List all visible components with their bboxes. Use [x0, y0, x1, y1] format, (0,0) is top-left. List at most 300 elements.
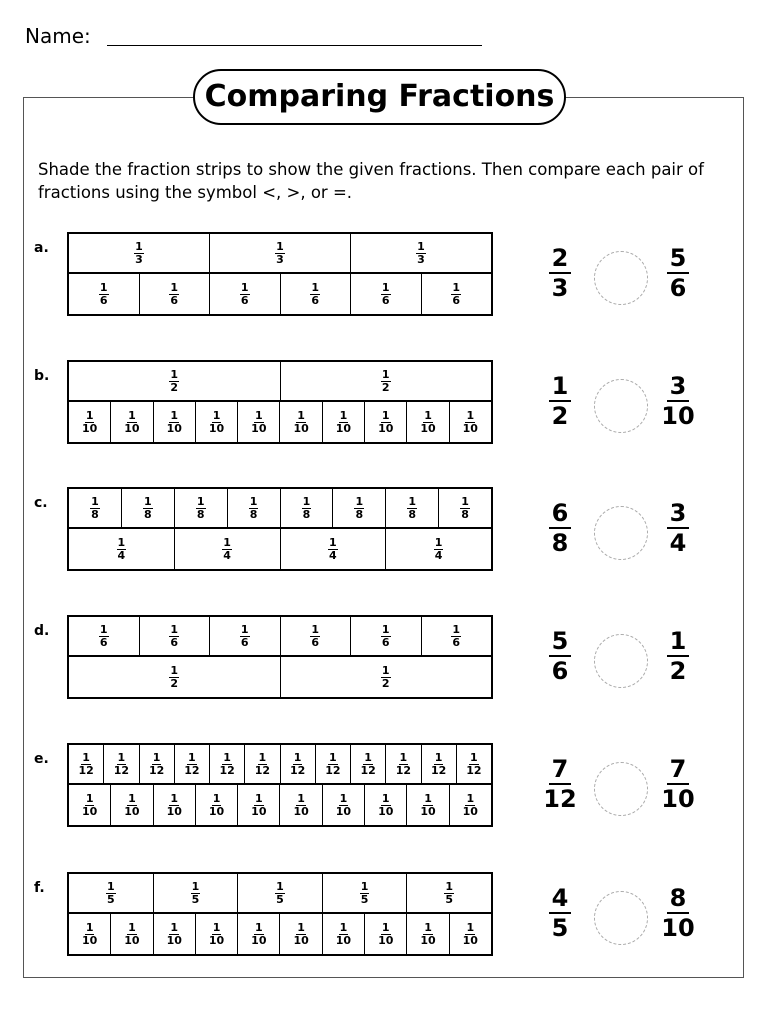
fraction: [90, 496, 100, 521]
numerator: 1: [85, 791, 94, 805]
numerator: 3: [667, 499, 690, 529]
numerator: 1: [434, 535, 443, 549]
denominator: 10: [462, 933, 478, 947]
strip-cell[interactable]: [228, 489, 281, 527]
denominator: 2: [381, 676, 390, 690]
denominator: 10: [293, 933, 309, 947]
strip-cell[interactable]: [175, 529, 281, 569]
fraction: [378, 793, 393, 818]
strip-cell[interactable]: [175, 745, 210, 783]
fraction: [466, 752, 481, 777]
denominator: 6: [240, 293, 249, 307]
fraction: [336, 410, 351, 435]
numerator: 1: [311, 622, 320, 636]
denominator: 12: [289, 763, 306, 777]
denominator: 10: [661, 785, 695, 813]
fraction-strip-bottom: [67, 402, 493, 444]
numerator: 1: [381, 791, 390, 805]
numerator: 7: [667, 755, 690, 785]
strip-cell[interactable]: [323, 785, 365, 825]
numerator: 1: [128, 408, 136, 422]
denominator: 2: [381, 380, 390, 394]
numerator: 1: [128, 791, 136, 805]
strip-cell[interactable]: [439, 489, 491, 527]
fraction-strip-bottom: [67, 785, 493, 827]
denominator: 12: [360, 763, 376, 777]
numerator: 1: [170, 408, 179, 422]
numerator: 1: [381, 920, 390, 934]
denominator: 10: [251, 421, 267, 435]
denominator: 6: [452, 293, 461, 307]
denominator: 5: [191, 892, 200, 906]
strip-cell[interactable]: [351, 617, 422, 655]
denominator: 6: [170, 293, 179, 307]
problem-label: b.: [34, 368, 50, 384]
fraction-strip-top: [67, 743, 493, 785]
strip-cell[interactable]: [407, 914, 449, 954]
denominator: 12: [148, 763, 165, 777]
numerator: 1: [381, 280, 390, 294]
answer-circle[interactable]: [594, 251, 648, 305]
fraction: [310, 624, 320, 649]
numerator: 1: [452, 622, 461, 636]
numerator: 1: [82, 750, 90, 764]
denominator: 8: [143, 507, 152, 521]
fraction-strip-bottom: [67, 914, 493, 956]
denominator: 2: [170, 676, 179, 690]
denominator: 10: [208, 933, 225, 947]
problem-label: a.: [34, 240, 49, 256]
fraction: [251, 793, 266, 818]
denominator: 10: [378, 804, 394, 818]
fraction-strip-top: [67, 360, 493, 402]
numerator: 1: [106, 879, 115, 893]
strip-cell[interactable]: [69, 874, 154, 912]
strip-cell[interactable]: [280, 785, 322, 825]
strip-cell[interactable]: [69, 489, 122, 527]
denominator: 10: [420, 933, 436, 947]
fraction: [407, 496, 417, 521]
fraction: [209, 410, 224, 435]
strip-cell[interactable]: [450, 785, 491, 825]
strip-cell[interactable]: [281, 489, 334, 527]
comparison: [540, 627, 710, 697]
strip-cell[interactable]: [450, 402, 491, 442]
strip-cell[interactable]: [69, 274, 140, 314]
strip-cell[interactable]: [457, 745, 491, 783]
comparison: [540, 372, 710, 442]
strip-cell[interactable]: [140, 745, 175, 783]
fraction: [149, 752, 164, 777]
answer-circle[interactable]: [594, 762, 648, 816]
fraction: [451, 624, 461, 649]
strip-cell[interactable]: [111, 914, 153, 954]
denominator: 10: [251, 804, 267, 818]
strip-cell[interactable]: [69, 529, 175, 569]
fraction: [293, 793, 308, 818]
denominator: 4: [669, 529, 687, 557]
denominator: 6: [381, 293, 390, 307]
strip-cell[interactable]: [210, 274, 281, 314]
fraction: [381, 624, 391, 649]
denominator: 12: [78, 763, 94, 777]
numerator: 1: [297, 408, 305, 422]
strip-cell[interactable]: [323, 402, 365, 442]
comparison: [540, 755, 710, 825]
fraction: [460, 496, 470, 521]
denominator: 10: [378, 421, 394, 435]
numerator: 1: [143, 494, 152, 508]
fraction: [396, 752, 411, 777]
strip-cell[interactable]: [386, 529, 491, 569]
page-title: Comparing Fractions: [193, 69, 566, 125]
strip-cell[interactable]: [196, 914, 238, 954]
strip-cell[interactable]: [69, 657, 281, 697]
strip-cell[interactable]: [238, 402, 280, 442]
fraction: [275, 241, 285, 266]
fraction: [99, 624, 109, 649]
denominator: 4: [117, 548, 126, 562]
strip-cell[interactable]: [122, 489, 175, 527]
numerator: 1: [445, 879, 453, 893]
fraction: [420, 793, 435, 818]
strip-cell[interactable]: [422, 617, 492, 655]
numerator: 7: [549, 755, 572, 785]
denominator: 8: [302, 507, 311, 521]
strip-cell[interactable]: [407, 874, 491, 912]
denominator: 10: [166, 933, 182, 947]
strip-cell[interactable]: [281, 617, 352, 655]
comparison: [540, 499, 710, 569]
denominator: 10: [335, 421, 352, 435]
strip-cell[interactable]: [69, 234, 210, 272]
fraction: [451, 282, 461, 307]
strip-cell[interactable]: [69, 362, 281, 400]
fraction: [251, 922, 266, 947]
strip-cell[interactable]: [140, 617, 211, 655]
numerator: 1: [223, 535, 231, 549]
fraction: [381, 665, 391, 690]
strip-cell[interactable]: [154, 402, 196, 442]
fraction-strips: [67, 232, 493, 316]
denominator: 5: [360, 892, 369, 906]
numerator: 1: [212, 791, 221, 805]
denominator: 12: [466, 763, 482, 777]
fraction: [117, 537, 127, 562]
strip-cell[interactable]: [351, 274, 422, 314]
strip-cell[interactable]: [280, 914, 322, 954]
numerator: 1: [424, 791, 432, 805]
strip-cell[interactable]: [386, 489, 439, 527]
strip-cell[interactable]: [196, 785, 238, 825]
denominator: 8: [408, 507, 417, 521]
strip-cell[interactable]: [104, 745, 139, 783]
fraction: [354, 496, 364, 521]
fraction: [255, 752, 270, 777]
denominator: 12: [184, 763, 200, 777]
strip-cell[interactable]: [365, 785, 407, 825]
denominator: 12: [219, 763, 235, 777]
denominator: 10: [81, 933, 98, 947]
denominator: 5: [445, 892, 453, 906]
denominator: 6: [311, 635, 320, 649]
numerator: 1: [339, 920, 348, 934]
strip-cell[interactable]: [407, 785, 449, 825]
numerator: 1: [152, 750, 161, 764]
left-fraction: [540, 499, 580, 557]
answer-circle[interactable]: [594, 891, 648, 945]
denominator: 4: [223, 548, 231, 562]
numerator: 2: [549, 244, 572, 274]
strip-cell[interactable]: [210, 234, 351, 272]
strip-cell[interactable]: [280, 402, 322, 442]
fraction-strips: [67, 615, 493, 699]
fraction-strip-top: [67, 615, 493, 657]
fraction: [222, 537, 232, 562]
fraction: [82, 922, 97, 947]
fraction: [325, 752, 340, 777]
strip-cell[interactable]: [281, 274, 352, 314]
fraction: [114, 752, 129, 777]
fraction: [444, 881, 454, 906]
denominator: 6: [669, 274, 687, 302]
numerator: 1: [466, 408, 475, 422]
numerator: 1: [135, 239, 143, 253]
fraction-strip-top: [67, 872, 493, 914]
denominator: 10: [335, 933, 352, 947]
numerator: 1: [339, 791, 348, 805]
denominator: 10: [166, 421, 182, 435]
numerator: 1: [117, 535, 126, 549]
fraction: [328, 537, 338, 562]
strip-cell[interactable]: [111, 785, 153, 825]
denominator: 10: [293, 804, 309, 818]
fraction-strip-top: [67, 487, 493, 529]
fraction: [275, 881, 285, 906]
right-fraction: [658, 884, 698, 942]
denominator: 10: [420, 804, 436, 818]
strip-cell[interactable]: [69, 402, 111, 442]
strip-cell[interactable]: [333, 489, 386, 527]
strip-cell[interactable]: [422, 745, 457, 783]
numerator: 1: [258, 750, 267, 764]
strip-cell[interactable]: [69, 745, 104, 783]
denominator: 3: [551, 274, 569, 302]
right-fraction: [658, 372, 698, 430]
denominator: 6: [99, 293, 108, 307]
right-fraction: [658, 755, 698, 813]
numerator: 1: [329, 750, 337, 764]
numerator: 1: [255, 408, 263, 422]
fraction: [78, 752, 93, 777]
numerator: 1: [249, 494, 258, 508]
fraction-strips: [67, 743, 493, 827]
strip-cell[interactable]: [323, 914, 365, 954]
left-fraction: [540, 372, 580, 430]
numerator: 1: [212, 920, 221, 934]
strip-cell[interactable]: [69, 617, 140, 655]
numerator: 1: [424, 408, 432, 422]
right-fraction: [658, 627, 698, 685]
strip-cell[interactable]: [175, 489, 228, 527]
strip-cell[interactable]: [365, 402, 407, 442]
right-fraction: [658, 499, 698, 557]
denominator: 2: [551, 402, 569, 430]
numerator: 1: [212, 408, 221, 422]
answer-circle[interactable]: [594, 506, 648, 560]
fraction: [240, 624, 250, 649]
strip-cell[interactable]: [386, 745, 421, 783]
instructions: Shade the fraction strips to show the given fractions. Then compare each pair of fractions using the symbol <, >, or =.: [38, 160, 704, 202]
numerator: 1: [276, 879, 284, 893]
fraction: [302, 496, 312, 521]
fraction: [420, 410, 435, 435]
fraction: [209, 922, 224, 947]
fraction: [381, 369, 391, 394]
strip-cell[interactable]: [210, 745, 245, 783]
numerator: 1: [99, 622, 108, 636]
answer-circle[interactable]: [594, 634, 648, 688]
fraction-strip-top: [67, 232, 493, 274]
strip-cell[interactable]: [210, 617, 281, 655]
strip-cell[interactable]: [69, 914, 111, 954]
denominator: 5: [551, 914, 569, 942]
fraction: [169, 282, 179, 307]
denominator: 10: [293, 421, 309, 435]
fraction: [167, 410, 182, 435]
strip-cell[interactable]: [351, 745, 386, 783]
denominator: 8: [91, 507, 99, 521]
name-line[interactable]: [107, 45, 482, 46]
denominator: 8: [355, 507, 364, 521]
strip-cell[interactable]: [281, 657, 492, 697]
numerator: 8: [667, 884, 690, 914]
numerator: 5: [549, 627, 572, 657]
left-fraction: [540, 627, 580, 685]
numerator: 1: [408, 494, 417, 508]
strip-cell[interactable]: [422, 274, 492, 314]
fraction: [124, 793, 139, 818]
strip-cell[interactable]: [238, 785, 280, 825]
strip-cell[interactable]: [351, 234, 491, 272]
fraction: [378, 922, 393, 947]
comparison: [540, 884, 710, 954]
denominator: 3: [135, 252, 143, 266]
numerator: 1: [466, 920, 475, 934]
fraction: [290, 752, 305, 777]
numerator: 4: [549, 884, 572, 914]
fraction: [124, 410, 139, 435]
strip-cell[interactable]: [154, 874, 239, 912]
answer-circle[interactable]: [594, 379, 648, 433]
strip-cell[interactable]: [365, 914, 407, 954]
strip-cell[interactable]: [69, 785, 111, 825]
denominator: 6: [551, 657, 569, 685]
fraction-strip-bottom: [67, 529, 493, 571]
numerator: 1: [170, 367, 179, 381]
numerator: 1: [461, 494, 469, 508]
numerator: 1: [297, 791, 305, 805]
fraction-strips: [67, 360, 493, 444]
strip-cell[interactable]: [238, 914, 280, 954]
numerator: 1: [255, 791, 263, 805]
strip-cell[interactable]: [281, 745, 316, 783]
numerator: 1: [424, 920, 432, 934]
denominator: 10: [81, 804, 98, 818]
strip-cell[interactable]: [281, 529, 387, 569]
left-fraction: [540, 755, 580, 813]
denominator: 3: [276, 252, 284, 266]
numerator: 1: [196, 494, 205, 508]
fraction: [420, 922, 435, 947]
fraction: [169, 624, 179, 649]
numerator: 1: [329, 535, 337, 549]
denominator: 8: [249, 507, 258, 521]
denominator: 10: [208, 804, 225, 818]
numerator: 1: [466, 791, 475, 805]
strip-cell[interactable]: [245, 745, 280, 783]
denominator: 10: [661, 402, 695, 430]
strip-cell[interactable]: [316, 745, 351, 783]
fraction: [431, 752, 446, 777]
denominator: 5: [106, 892, 115, 906]
strip-cell[interactable]: [111, 402, 153, 442]
numerator: 1: [302, 494, 311, 508]
strip-cell[interactable]: [281, 362, 492, 400]
numerator: 1: [276, 239, 284, 253]
fraction: [463, 410, 478, 435]
denominator: 10: [661, 914, 695, 942]
denominator: 8: [461, 507, 469, 521]
fraction-strip-bottom: [67, 657, 493, 699]
numerator: 1: [355, 494, 364, 508]
strip-cell[interactable]: [140, 274, 211, 314]
fraction-strip-bottom: [67, 274, 493, 316]
fraction: [169, 665, 179, 690]
strip-cell[interactable]: [450, 914, 491, 954]
denominator: 12: [395, 763, 412, 777]
denominator: 10: [462, 804, 478, 818]
numerator: 1: [85, 920, 94, 934]
fraction: [360, 752, 375, 777]
problem-label: f.: [34, 880, 45, 896]
strip-cell[interactable]: [154, 914, 196, 954]
problem-label: e.: [34, 751, 49, 767]
numerator: 1: [255, 920, 263, 934]
strip-cell[interactable]: [323, 874, 408, 912]
strip-cell[interactable]: [154, 785, 196, 825]
numerator: 1: [240, 280, 249, 294]
numerator: 1: [188, 750, 196, 764]
numerator: 1: [381, 622, 390, 636]
right-fraction: [658, 244, 698, 302]
denominator: 10: [124, 421, 140, 435]
strip-cell[interactable]: [196, 402, 238, 442]
denominator: 6: [99, 635, 108, 649]
fraction: [463, 793, 478, 818]
numerator: 1: [128, 920, 136, 934]
strip-cell[interactable]: [238, 874, 323, 912]
numerator: 1: [240, 622, 249, 636]
problem-label: d.: [34, 623, 50, 639]
numerator: 1: [223, 750, 231, 764]
denominator: 2: [669, 657, 687, 685]
strip-cell[interactable]: [407, 402, 449, 442]
numerator: 1: [170, 622, 179, 636]
numerator: 1: [297, 920, 305, 934]
denominator: 10: [462, 421, 478, 435]
numerator: 1: [311, 280, 320, 294]
